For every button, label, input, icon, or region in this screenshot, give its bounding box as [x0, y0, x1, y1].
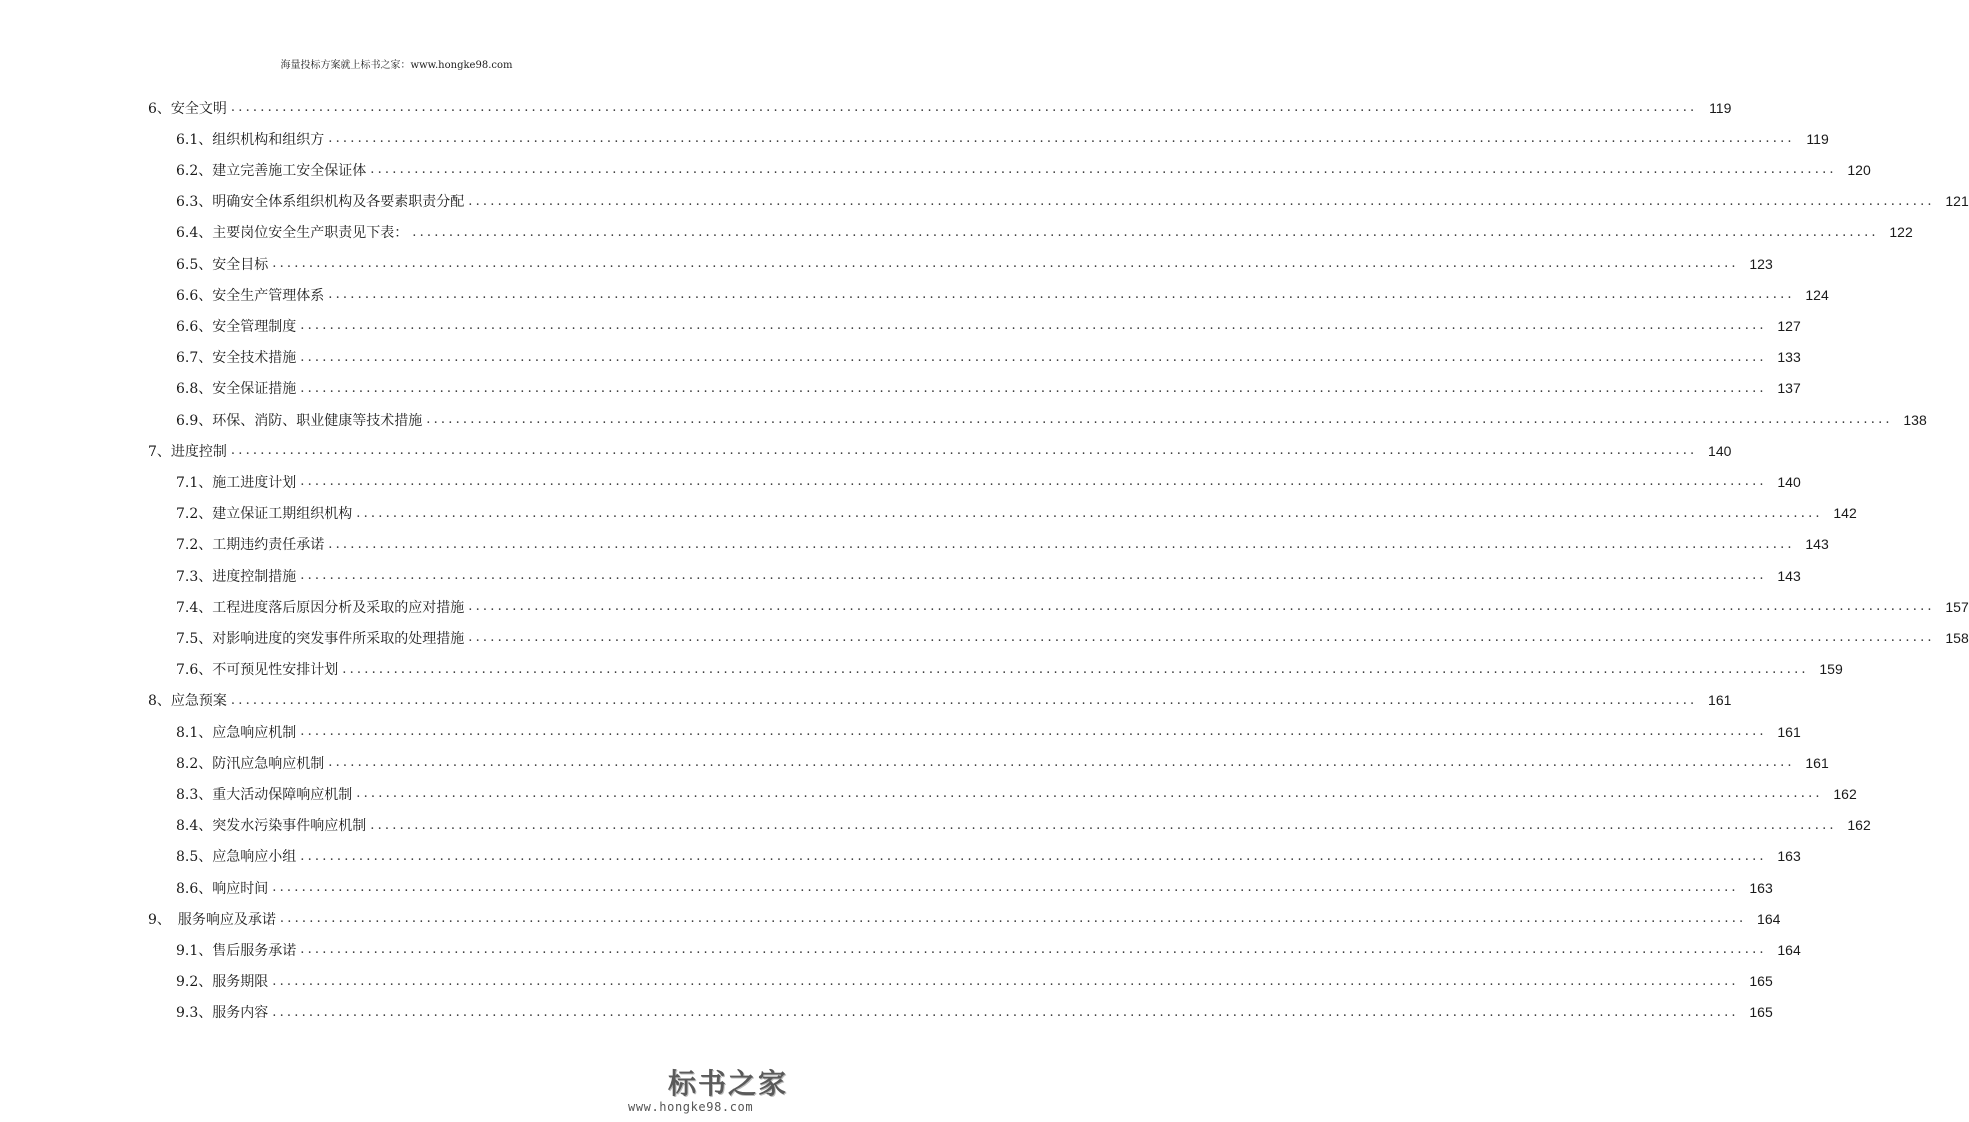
toc-entry-label: 8.1、应急响应机制	[176, 724, 297, 741]
toc-entry-page: 163	[1777, 848, 1801, 865]
toc-leader-dots: ........................................................................................................................................................................................................	[370, 817, 1837, 833]
toc-entry[interactable]	[0, 310, 1801, 341]
toc-leader-dots: ........................................................................................................................................................................................................	[279, 911, 1747, 927]
toc-entry-page: 165	[1749, 973, 1773, 990]
toc-entry-label: 7.2、建立保证工期组织机构	[176, 506, 353, 523]
toc-leader-dots: ........................................................................................................................................................................................................	[426, 412, 1893, 427]
toc-entry-page: 162	[1833, 785, 1857, 802]
toc-entry[interactable]	[0, 529, 1829, 560]
toc-leader-dots: ........................................................................................................................................................................................................	[468, 599, 1935, 615]
toc-leader-dots: ........................................................................................................................................................................................................	[300, 568, 1767, 583]
toc-entry-label: 7.1、施工进度计划	[176, 474, 297, 491]
toc-entry-label: 7.3、进度控制措施	[176, 568, 297, 585]
toc-entry[interactable]	[0, 217, 1913, 248]
toc-entry-label: 6.6、安全生产管理体系	[176, 287, 325, 304]
toc-entry-page: 143	[1805, 536, 1829, 553]
page-header: 海量投标方案就上标书之家：www.hongke98.com	[280, 60, 513, 71]
toc-entry-label: 6.4、主要岗位安全生产职责见下表：	[176, 225, 409, 242]
toc-entry-page: 161	[1777, 723, 1801, 740]
toc-entry-label: 7.5、对影响进度的突发事件所采取的处理措施	[176, 630, 465, 647]
toc-entry-page: 143	[1777, 567, 1801, 584]
toc-entry-label: 6.8、安全保证措施	[176, 381, 297, 398]
toc-entry[interactable]	[0, 92, 1732, 123]
toc-leader-dots: ........................................................................................................................................................................................................	[328, 131, 1795, 147]
toc-leader-dots: ........................................................................................................................................................................................................	[328, 536, 1795, 552]
toc-entry-page: 133	[1777, 349, 1801, 366]
toc-leader-dots: ........................................................................................................................................................................................................	[468, 193, 1935, 209]
toc-entry-page: 158	[1945, 629, 1969, 646]
toc-entry-label: 8.4、突发水污染事件响应机制	[176, 818, 367, 835]
toc-entry[interactable]	[0, 997, 1773, 1028]
toc-entry[interactable]	[0, 903, 1781, 934]
toc-entry[interactable]	[0, 342, 1801, 373]
toc-entry[interactable]	[0, 685, 1732, 716]
toc-entry[interactable]	[0, 560, 1801, 591]
toc-entry-label: 9、 服务响应及承诺	[148, 911, 276, 928]
toc-entry-label: 6.9、环保、消防、职业健康等技术措施	[176, 412, 423, 429]
toc-entry[interactable]	[0, 435, 1732, 466]
toc-entry-page: 119	[1709, 99, 1732, 116]
toc-entry-label: 6.6、安全管理制度	[176, 318, 297, 335]
toc-leader-dots: ........................................................................................................................................................................................................	[300, 349, 1767, 365]
toc-entry-page: 127	[1777, 317, 1801, 334]
toc-entry-page: 161	[1805, 754, 1829, 771]
toc-entry-label: 6.1、组织机构和组织方	[176, 131, 325, 148]
toc-entry[interactable]	[0, 747, 1829, 778]
toc-entry[interactable]	[0, 872, 1773, 903]
toc-entry-label: 8.3、重大活动保障响应机制	[176, 786, 353, 803]
toc-leader-dots: ........................................................................................................................................................................................................	[230, 100, 1698, 115]
toc-entry-label: 6.2、建立完善施工安全保证体	[176, 162, 367, 179]
toc-entry[interactable]	[0, 154, 1871, 185]
toc-entry-page: 140	[1777, 473, 1801, 490]
toc-leader-dots: ........................................................................................................................................................................................................	[342, 661, 1809, 677]
toc-entry-page: 122	[1889, 224, 1913, 241]
brand-logo	[608, 1062, 788, 1118]
toc-leader-dots: ........................................................................................................................................................................................................	[300, 848, 1767, 864]
toc-entry[interactable]	[0, 934, 1801, 965]
toc-entry[interactable]	[0, 373, 1801, 404]
toc-entry[interactable]	[0, 279, 1829, 310]
toc-entry-page: 163	[1749, 879, 1773, 896]
toc-leader-dots: ........................................................................................................................................................................................................	[272, 1004, 1739, 1020]
toc-entry[interactable]	[0, 622, 1969, 653]
toc-entry-page: 142	[1833, 505, 1857, 522]
toc-entry-label: 7.4、工程进度落后原因分析及采取的应对措施	[176, 599, 465, 616]
toc-entry[interactable]	[0, 404, 1927, 435]
toc-entry-page: 165	[1749, 1004, 1773, 1021]
toc-entry-label: 7、进度控制	[148, 443, 227, 460]
toc-leader-dots: ........................................................................................................................................................................................................	[272, 256, 1739, 271]
toc-entry-label: 6.5、安全目标	[176, 256, 269, 273]
toc-entry[interactable]	[0, 466, 1801, 497]
toc-entry-page: 121	[1945, 193, 1969, 210]
toc-entry[interactable]	[0, 778, 1857, 809]
toc-entry[interactable]	[0, 966, 1773, 997]
toc-leader-dots: ........................................................................................................................................................................................................	[412, 224, 1879, 240]
toc-entry-label: 7.2、工期违约责任承诺	[176, 537, 325, 554]
toc-entry-label: 9.3、服务内容	[176, 1005, 269, 1022]
toc-leader-dots: ........................................................................................................................................................................................................	[370, 162, 1837, 178]
toc-entry-label: 9.2、服务期限	[176, 974, 269, 991]
toc-entry[interactable]	[0, 716, 1801, 747]
toc-entry[interactable]	[0, 810, 1871, 841]
toc-entry-page: 124	[1805, 286, 1829, 303]
toc-entry-page: 159	[1819, 661, 1843, 678]
toc-entry-page: 120	[1847, 161, 1871, 178]
toc-entry-page: 119	[1806, 130, 1829, 147]
toc-entry-label: 8.2、防汛应急响应机制	[176, 755, 325, 772]
toc-entry-page: 123	[1749, 255, 1773, 272]
toc-entry-page: 164	[1757, 910, 1781, 927]
toc-leader-dots: ........................................................................................................................................................................................................	[468, 630, 1935, 646]
toc-entry-page: 157	[1945, 598, 1969, 615]
toc-leader-dots: ........................................................................................................................................................................................................	[328, 287, 1795, 303]
toc-entry-page: 164	[1777, 941, 1801, 958]
toc-leader-dots: ........................................................................................................................................................................................................	[230, 443, 1698, 459]
toc-leader-dots: ........................................................................................................................................................................................................	[272, 880, 1739, 895]
toc-entry-label: 6、安全文明	[148, 100, 227, 117]
logo-mark: 标书之家	[668, 1067, 789, 1100]
toc-leader-dots: ........................................................................................................................................................................................................	[356, 786, 1823, 802]
toc-entry-label: 6.7、安全技术措施	[176, 350, 297, 367]
toc-entry[interactable]	[0, 654, 1843, 685]
toc-leader-dots: ........................................................................................................................................................................................................	[300, 942, 1767, 958]
toc-leader-dots: ........................................................................................................................................................................................................	[328, 755, 1795, 771]
toc-entry-label: 6.3、明确安全体系组织机构及各要素职责分配	[176, 194, 465, 211]
toc-entry-page: 138	[1903, 411, 1927, 428]
toc-entry-page: 161	[1708, 692, 1732, 709]
toc-leader-dots: ........................................................................................................................................................................................................	[300, 380, 1767, 396]
toc-entry[interactable]	[0, 841, 1801, 872]
toc-leader-dots: ........................................................................................................................................................................................................	[272, 973, 1739, 989]
toc-entry-page: 137	[1777, 380, 1801, 397]
toc-entry-label: 8.6、响应时间	[176, 880, 269, 897]
toc-leader-dots: ........................................................................................................................................................................................................	[300, 318, 1767, 334]
toc-entry[interactable]	[0, 248, 1773, 279]
toc-leader-dots: ........................................................................................................................................................................................................	[300, 474, 1767, 490]
toc-entry-label: 9.1、售后服务承诺	[176, 942, 297, 959]
toc-entry-label: 8.5、应急响应小组	[176, 849, 297, 866]
toc-entry[interactable]	[0, 186, 1969, 217]
toc-entry[interactable]	[0, 123, 1829, 154]
toc-leader-dots: ........................................................................................................................................................................................................	[356, 505, 1823, 521]
logo-url: www.hongke98.com	[628, 1100, 754, 1114]
toc-entry-page: 140	[1708, 442, 1732, 459]
toc-leader-dots: ........................................................................................................................................................................................................	[300, 724, 1767, 739]
toc-entry-label: 7.6、不可预见性安排计划	[176, 662, 339, 679]
toc-entry[interactable]	[0, 591, 1969, 622]
toc-entry-label: 8、应急预案	[148, 693, 227, 710]
toc-entry-page: 162	[1847, 817, 1871, 834]
toc-leader-dots: ........................................................................................................................................................................................................	[230, 692, 1698, 708]
toc-entry[interactable]	[0, 498, 1857, 529]
